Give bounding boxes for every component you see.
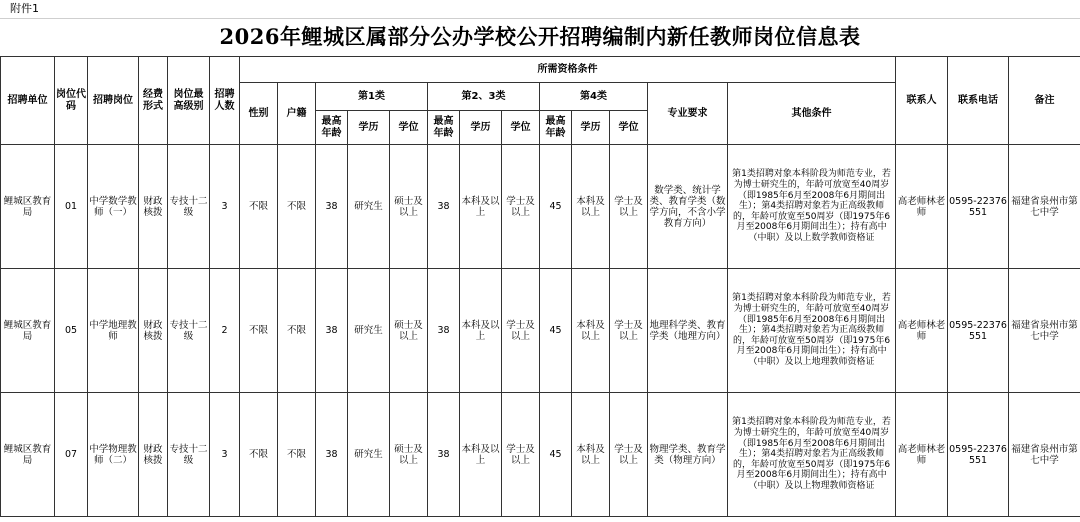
- table-row: [1, 269, 1080, 393]
- header-c2-education: 学历: [460, 111, 502, 145]
- cell-c4-age[interactable]: 45: [540, 145, 572, 269]
- header-c4-degree: 学位: [610, 111, 648, 145]
- header-c2-degree: 学位: [502, 111, 540, 145]
- cell-c2-degree[interactable]: 学士及以上: [502, 393, 540, 517]
- cell-c1-education[interactable]: 研究生: [348, 145, 390, 269]
- header-category-1: 第1类: [316, 83, 428, 111]
- header-row-1: [1, 57, 1080, 83]
- cell-c1-age[interactable]: 38: [316, 269, 348, 393]
- header-unit: 招聘单位: [1, 57, 55, 145]
- cell-remarks[interactable]: 福建省泉州市第七中学: [1009, 145, 1080, 269]
- cell-c2-education[interactable]: 本科及以上: [460, 269, 502, 393]
- cell-gender[interactable]: 不限: [240, 393, 278, 517]
- cell-contact[interactable]: 高老师林老师: [896, 269, 948, 393]
- cell-count[interactable]: 3: [210, 393, 240, 517]
- cell-phone[interactable]: 0595-22376551: [948, 145, 1009, 269]
- cell-c4-education[interactable]: 本科及以上: [572, 393, 610, 517]
- cell-unit[interactable]: 鲤城区教育局: [1, 269, 55, 393]
- header-major: 专业要求: [648, 83, 728, 145]
- cell-c2-age[interactable]: 38: [428, 145, 460, 269]
- cell-position[interactable]: 中学地理教师: [88, 269, 139, 393]
- cell-remarks[interactable]: 福建省泉州市第七中学: [1009, 269, 1080, 393]
- header-requirements: 所需资格条件: [240, 57, 896, 83]
- table-row: [1, 393, 1080, 517]
- cell-c1-age[interactable]: 38: [316, 393, 348, 517]
- header-c4-education: 学历: [572, 111, 610, 145]
- cell-c4-age[interactable]: 45: [540, 269, 572, 393]
- header-remarks: 备注: [1009, 57, 1080, 145]
- positions-table: [0, 56, 1080, 517]
- cell-funding[interactable]: 财政核拨: [139, 269, 168, 393]
- cell-hukou[interactable]: 不限: [278, 269, 316, 393]
- header-c1-education: 学历: [348, 111, 390, 145]
- header-other: 其他条件: [728, 83, 896, 145]
- cell-c4-degree[interactable]: 学士及以上: [610, 269, 648, 393]
- cell-phone[interactable]: 0595-22376551: [948, 393, 1009, 517]
- header-category-2-3: 第2、3类: [428, 83, 540, 111]
- table-row: [1, 145, 1080, 269]
- cell-c4-education[interactable]: 本科及以上: [572, 269, 610, 393]
- cell-c2-age[interactable]: 38: [428, 269, 460, 393]
- cell-code[interactable]: 05: [55, 269, 88, 393]
- header-hukou: 户籍: [278, 83, 316, 145]
- cell-unit[interactable]: 鲤城区教育局: [1, 145, 55, 269]
- cell-code[interactable]: 01: [55, 145, 88, 269]
- cell-c1-degree[interactable]: 硕士及以上: [390, 269, 428, 393]
- header-c2-max-age: 最高年龄: [428, 111, 460, 145]
- header-c1-max-age: 最高年龄: [316, 111, 348, 145]
- cell-c1-age[interactable]: 38: [316, 145, 348, 269]
- cell-hukou[interactable]: 不限: [278, 393, 316, 517]
- header-code: 岗位代码: [55, 57, 88, 145]
- cell-contact[interactable]: 高老师林老师: [896, 393, 948, 517]
- cell-c2-age[interactable]: 38: [428, 393, 460, 517]
- cell-grade[interactable]: 专技十二级: [168, 269, 210, 393]
- header-phone: 联系电话: [948, 57, 1009, 145]
- cell-c4-degree[interactable]: 学士及以上: [610, 145, 648, 269]
- cell-grade[interactable]: 专技十二级: [168, 393, 210, 517]
- cell-contact[interactable]: 高老师林老师: [896, 145, 948, 269]
- cell-c4-degree[interactable]: 学士及以上: [610, 393, 648, 517]
- cell-c2-education[interactable]: 本科及以上: [460, 145, 502, 269]
- cell-c1-degree[interactable]: 硕士及以上: [390, 393, 428, 517]
- cell-other[interactable]: 第1类招聘对象本科阶段为师范专业，若为博士研究生的，年龄可放宽至40周岁（即1985年6月至2008年6月期间出生）；第4类招聘对象若为正高级教师的，年龄可放宽至50周岁（即1975年6月至2008年6月期间出生）；持有高中（中职）及以上地理教师资格证: [728, 269, 896, 393]
- cell-hukou[interactable]: 不限: [278, 145, 316, 269]
- attachment-label-row: [0, 0, 1080, 19]
- header-category-4: 第4类: [540, 83, 648, 111]
- header-funding: 经费形式: [139, 57, 168, 145]
- header-c1-degree: 学位: [390, 111, 428, 145]
- cell-grade[interactable]: 专技十二级: [168, 145, 210, 269]
- cell-phone[interactable]: 0595-22376551: [948, 269, 1009, 393]
- cell-major[interactable]: 物理学类、教育学类（物理方向）: [648, 393, 728, 517]
- cell-funding[interactable]: 财政核拨: [139, 393, 168, 517]
- cell-c4-age[interactable]: 45: [540, 393, 572, 517]
- cell-funding[interactable]: 财政核拨: [139, 145, 168, 269]
- cell-major[interactable]: 地理科学类、教育学类（地理方向）: [648, 269, 728, 393]
- cell-unit[interactable]: 鲤城区教育局: [1, 393, 55, 517]
- cell-position[interactable]: 中学数学教师（一）: [88, 145, 139, 269]
- attachment-label: 附件1: [10, 2, 39, 15]
- cell-c2-degree[interactable]: 学士及以上: [502, 269, 540, 393]
- cell-count[interactable]: 2: [210, 269, 240, 393]
- cell-position[interactable]: 中学物理教师（二）: [88, 393, 139, 517]
- cell-remarks[interactable]: 福建省泉州市第七中学: [1009, 393, 1080, 517]
- cell-c2-degree[interactable]: 学士及以上: [502, 145, 540, 269]
- cell-c1-education[interactable]: 研究生: [348, 393, 390, 517]
- cell-c4-education[interactable]: 本科及以上: [572, 145, 610, 269]
- header-grade: 岗位最高级别: [168, 57, 210, 145]
- cell-code[interactable]: 07: [55, 393, 88, 517]
- cell-c1-education[interactable]: 研究生: [348, 269, 390, 393]
- cell-count[interactable]: 3: [210, 145, 240, 269]
- cell-other[interactable]: 第1类招聘对象本科阶段为师范专业，若为博士研究生的，年龄可放宽至40周岁（即1985年6月至2008年6月期间出生）；第4类招聘对象若为正高级教师的，年龄可放宽至50周岁（即1975年6月至2008年6月期间出生）；持有高中（中职）及以上物理教师资格证: [728, 393, 896, 517]
- header-position: 招聘岗位: [88, 57, 139, 145]
- header-gender: 性别: [240, 83, 278, 145]
- cell-major[interactable]: 数学类、统计学类、教育学类（数学方向，不含小学教育方向）: [648, 145, 728, 269]
- cell-other[interactable]: 第1类招聘对象本科阶段为师范专业，若为博士研究生的，年龄可放宽至40周岁（即1985年6月至2008年6月期间出生）；第4类招聘对象若为正高级教师的，年龄可放宽至50周岁（即1975年6月至2008年6月期间出生）；持有高中（中职）及以上数学教师资格证: [728, 145, 896, 269]
- header-count: 招聘人数: [210, 57, 240, 145]
- cell-gender[interactable]: 不限: [240, 145, 278, 269]
- page-title: 2026年鲤城区属部分公办学校公开招聘编制内新任教师岗位信息表: [219, 24, 861, 49]
- cell-c1-degree[interactable]: 硕士及以上: [390, 145, 428, 269]
- header-contact: 联系人: [896, 57, 948, 145]
- cell-gender[interactable]: 不限: [240, 269, 278, 393]
- cell-c2-education[interactable]: 本科及以上: [460, 393, 502, 517]
- header-c4-max-age: 最高年龄: [540, 111, 572, 145]
